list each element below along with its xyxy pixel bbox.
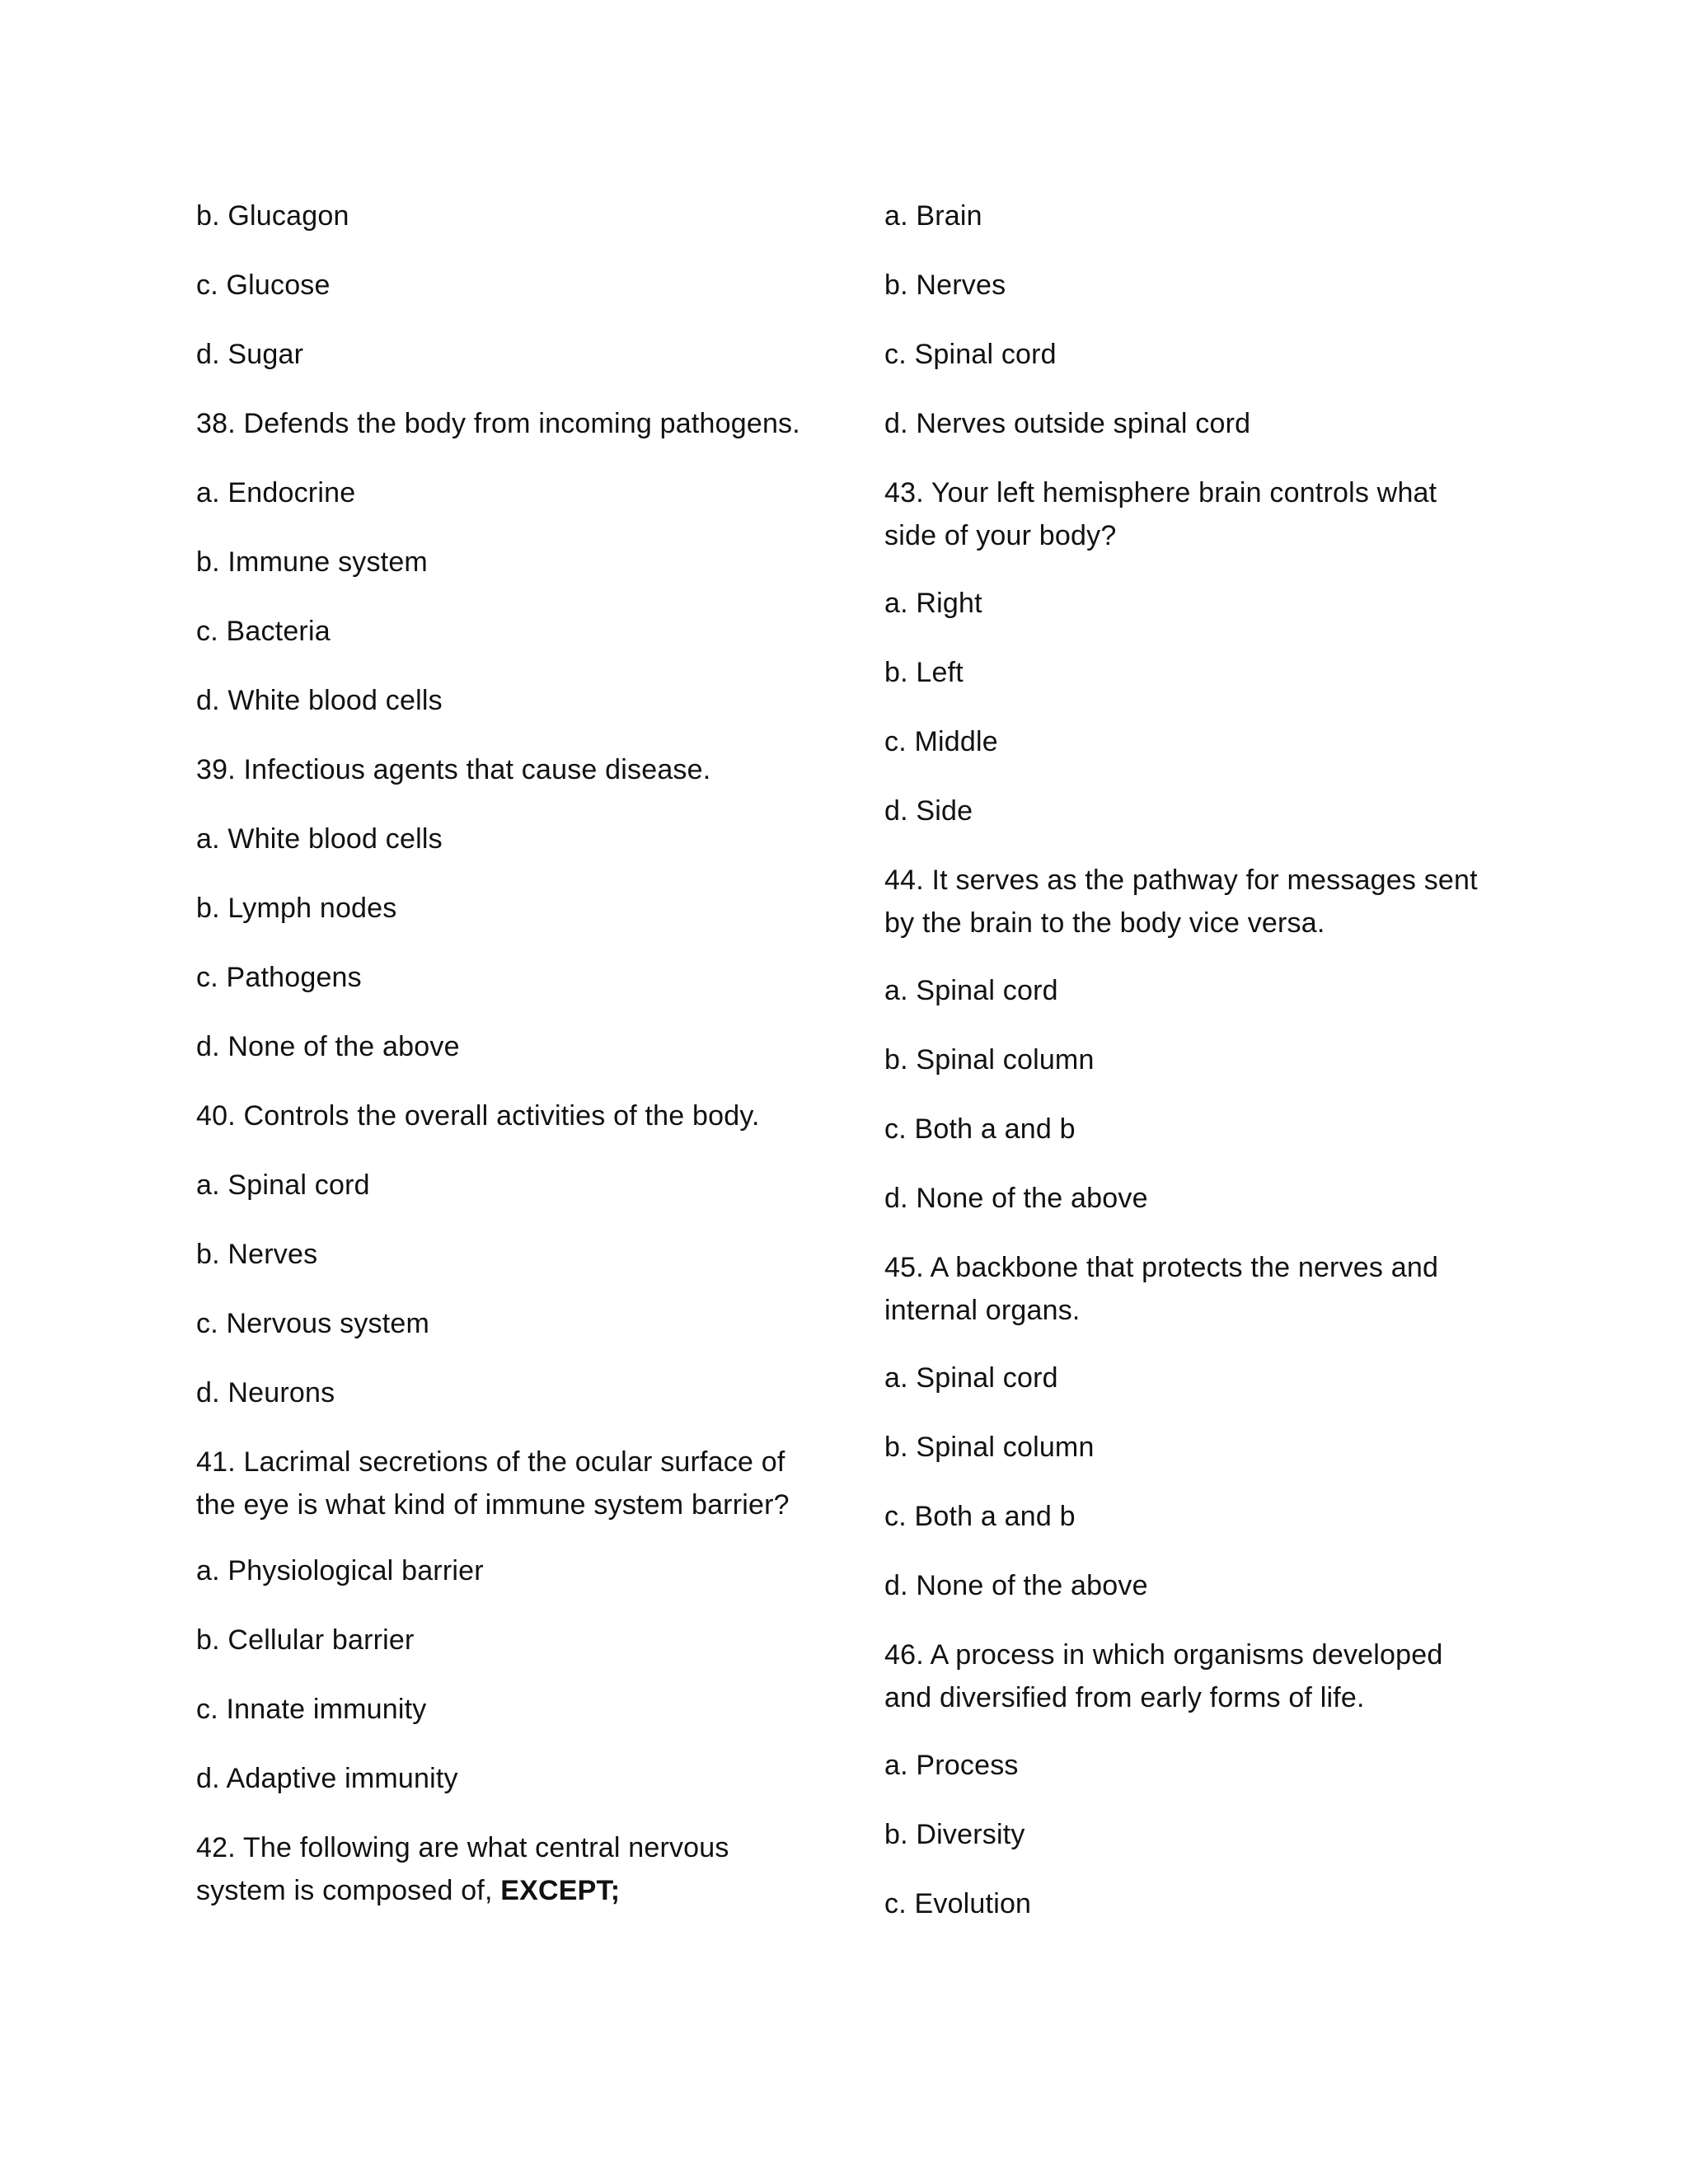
q40-option-a: a. Spinal cord — [196, 1169, 370, 1201]
q41-question-line1: 41. Lacrimal secretions of the ocular surface of — [196, 1446, 785, 1478]
q46-option-c: c. Evolution — [884, 1888, 1032, 1919]
q43-option-a: a. Right — [884, 588, 982, 619]
q38-option-d: d. White blood cells — [196, 685, 443, 716]
q40-option-b: b. Nerves — [196, 1239, 318, 1270]
q46-question-line1: 46. A process in which organisms developed — [884, 1639, 1443, 1671]
q40-option-c: c. Nervous system — [196, 1308, 430, 1339]
q44-question-line1: 44. It serves as the pathway for messages sent — [884, 865, 1478, 896]
q39-option-d: d. None of the above — [196, 1031, 460, 1062]
q42-question-line2 — [196, 1869, 620, 1912]
q37-option-b: b. Glucagon — [196, 200, 349, 232]
q44-option-c: c. Both a and b — [884, 1113, 1076, 1145]
q38-option-a: a. Endocrine — [196, 477, 356, 509]
q38-question: 38. Defends the body from incoming pathogens. — [196, 408, 800, 439]
q44-question-line2: by the brain to the body vice versa. — [884, 907, 1325, 939]
q42-question-line1: 42. The following are what central nervous — [196, 1832, 729, 1863]
q43-option-b: b. Left — [884, 657, 964, 688]
q42-option-a: a. Brain — [884, 200, 982, 232]
q45-option-b: b. Spinal column — [884, 1432, 1095, 1463]
q37-option-d: d. Sugar — [196, 339, 304, 370]
q44-option-b: b. Spinal column — [884, 1044, 1095, 1076]
q42-option-b: b. Nerves — [884, 269, 1006, 301]
q41-option-d: d. Adaptive immunity — [196, 1763, 458, 1794]
q41-question-line2: the eye is what kind of immune system barrier? — [196, 1489, 790, 1521]
q39-option-a: a. White blood cells — [196, 823, 443, 855]
q40-option-d: d. Neurons — [196, 1377, 335, 1408]
q42-option-d: d. Nerves outside spinal cord — [884, 408, 1251, 439]
q38-option-b: b. Immune system — [196, 546, 428, 578]
q40-question: 40. Controls the overall activities of the body. — [196, 1100, 760, 1132]
q46-question-line2: and diversified from early forms of life. — [884, 1682, 1365, 1713]
q39-option-c: c. Pathogens — [196, 962, 362, 993]
q43-question-line2: side of your body? — [884, 520, 1117, 551]
q43-option-c: c. Middle — [884, 726, 998, 757]
q39-question: 39. Infectious agents that cause disease. — [196, 754, 711, 785]
q45-question-line1: 45. A backbone that protects the nerves and — [884, 1252, 1439, 1283]
q44-option-d: d. None of the above — [884, 1183, 1148, 1214]
q45-question-line2: internal organs. — [884, 1295, 1081, 1326]
q42-option-c: c. Spinal cord — [884, 339, 1057, 370]
q41-option-b: b. Cellular barrier — [196, 1624, 415, 1656]
q41-option-a: a. Physiological barrier — [196, 1555, 484, 1586]
q46-option-a: a. Process — [884, 1750, 1019, 1781]
q43-question-line1: 43. Your left hemisphere brain controls what — [884, 477, 1437, 509]
q45-option-c: c. Both a and b — [884, 1501, 1076, 1532]
q43-option-d: d. Side — [884, 795, 973, 827]
q37-option-c: c. Glucose — [196, 269, 331, 301]
q38-option-c: c. Bacteria — [196, 616, 331, 647]
q41-option-c: c. Innate immunity — [196, 1694, 427, 1725]
q39-option-b: b. Lymph nodes — [196, 893, 397, 924]
q46-option-b: b. Diversity — [884, 1819, 1025, 1850]
q45-option-a: a. Spinal cord — [884, 1362, 1058, 1394]
q42-question-text: system is composed of, — [196, 1875, 501, 1906]
q42-except-emphasis: EXCEPT; — [500, 1875, 621, 1906]
q45-option-d: d. None of the above — [884, 1570, 1148, 1601]
q44-option-a: a. Spinal cord — [884, 975, 1058, 1006]
